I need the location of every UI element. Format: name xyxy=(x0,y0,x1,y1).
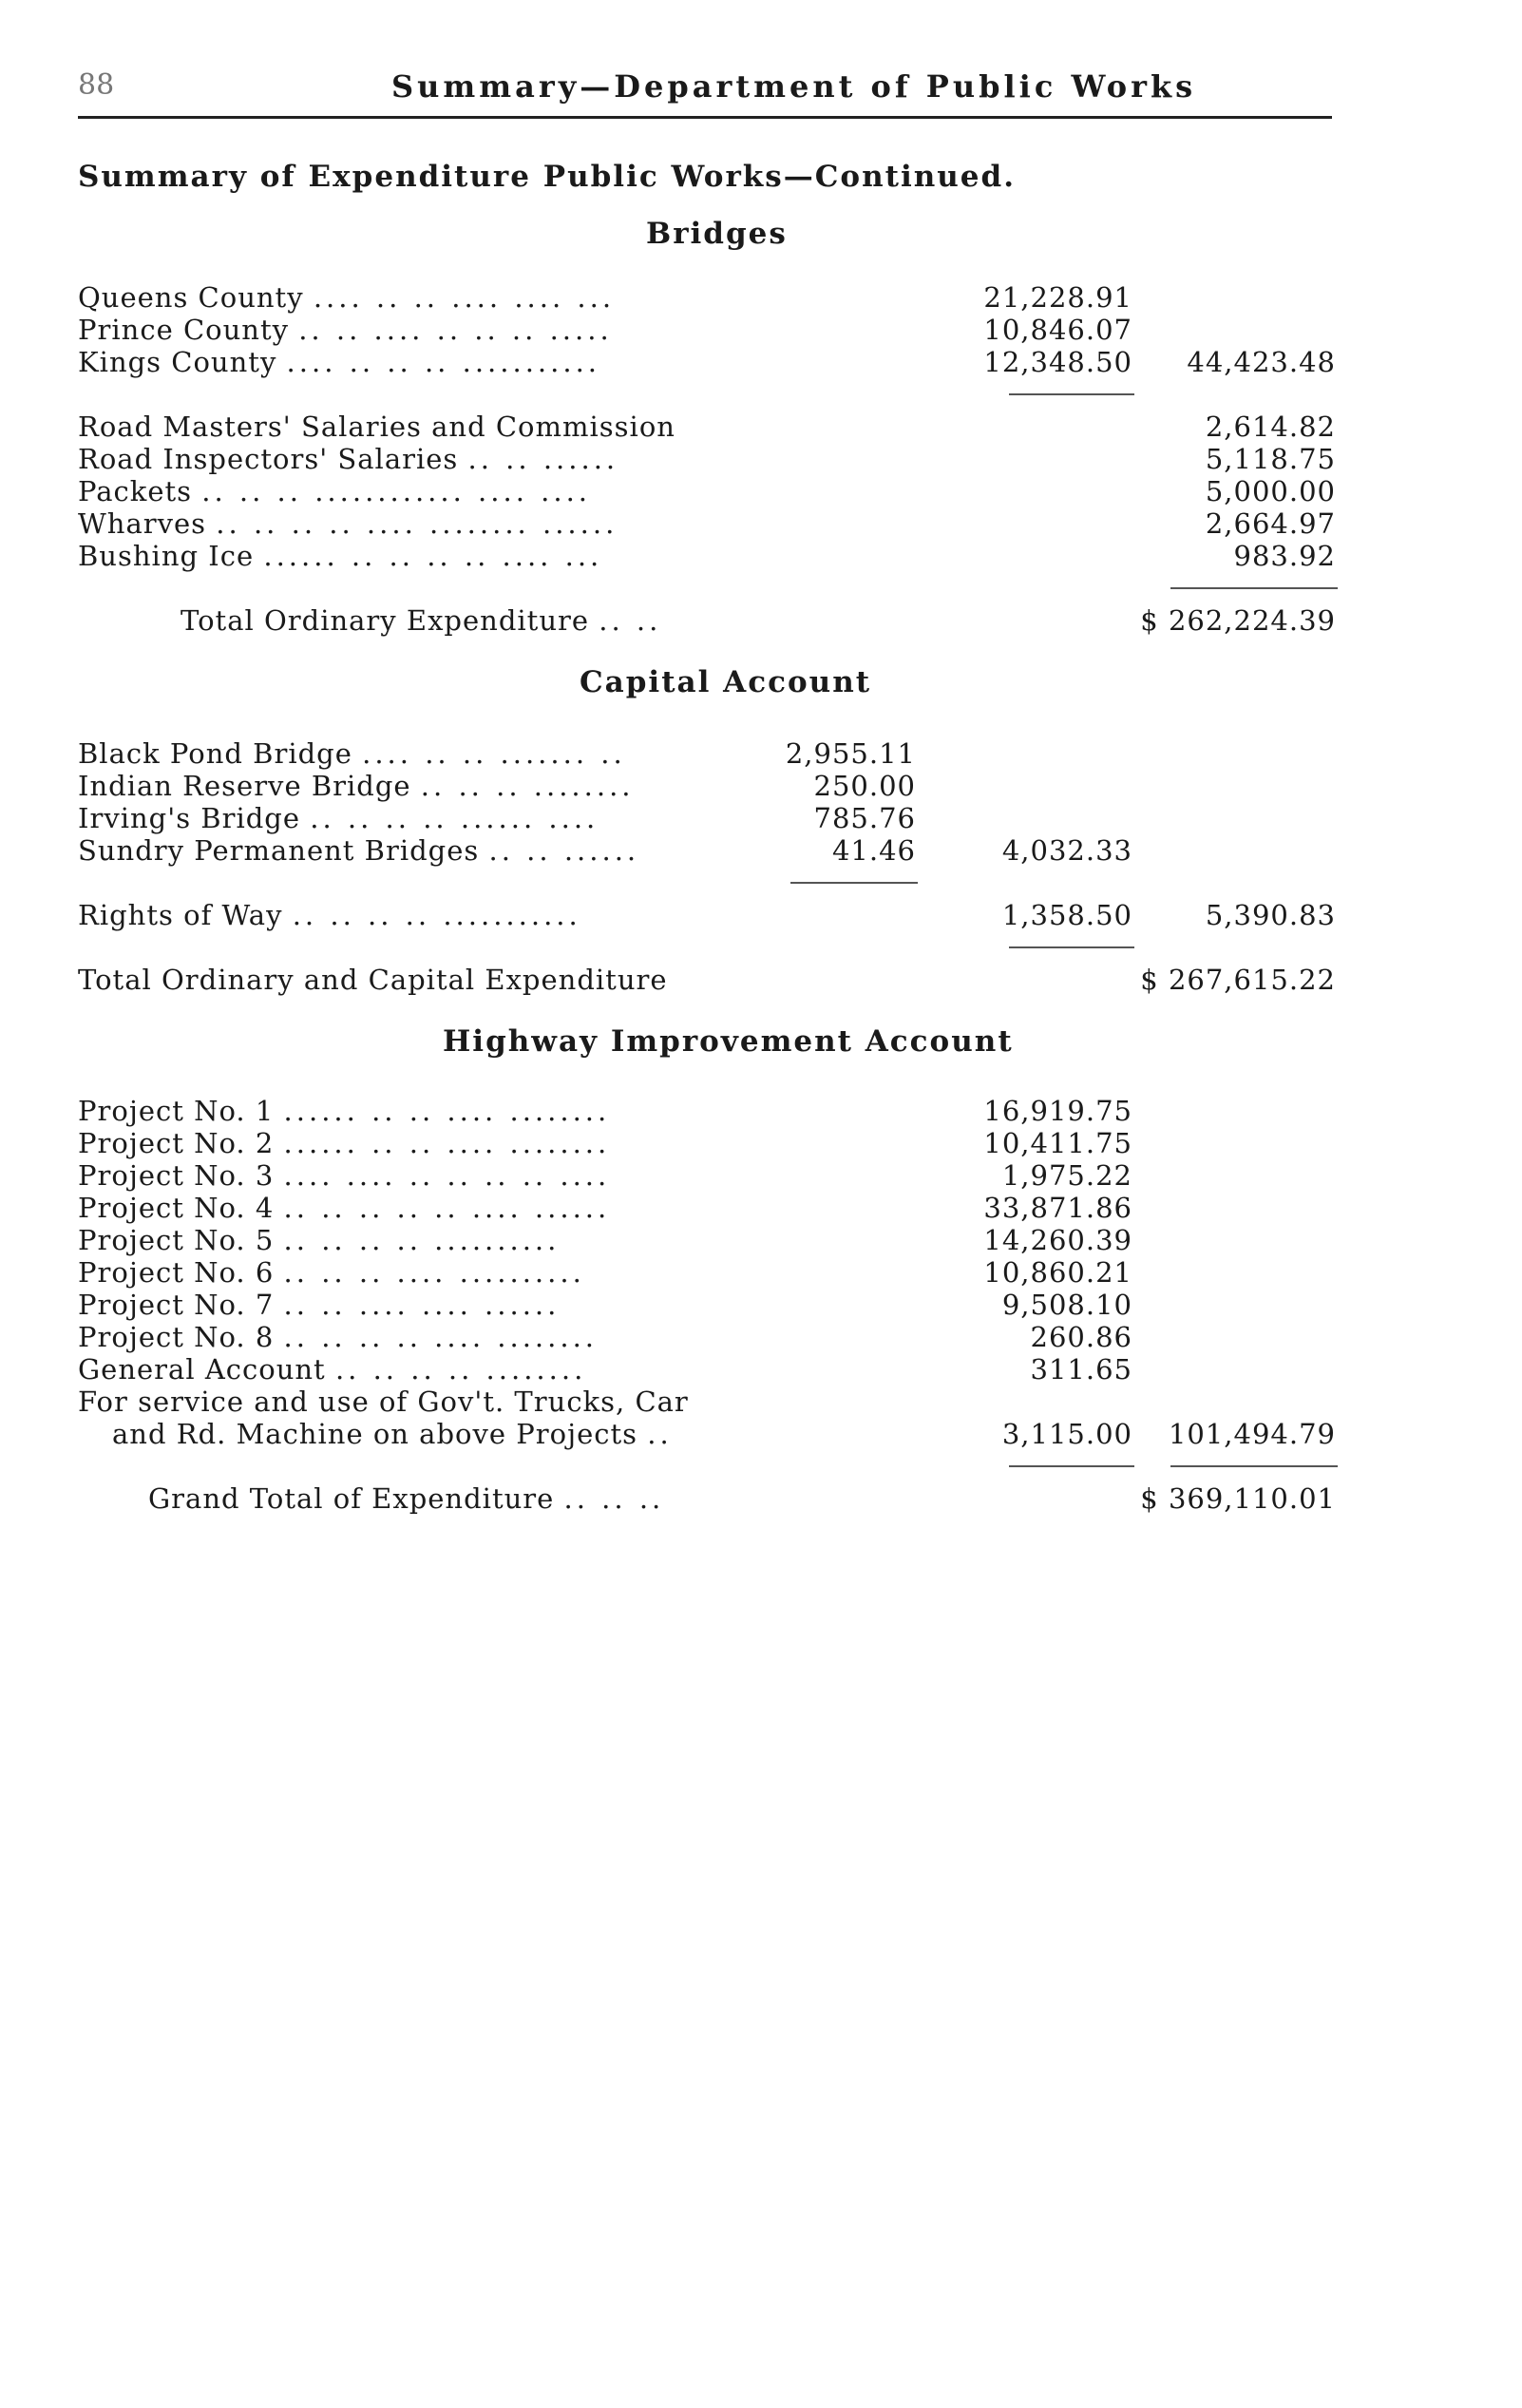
amount-subtotal: 311.65 xyxy=(1030,1353,1132,1386)
row-label: Packets .. .. .. ............ .... .... xyxy=(78,475,592,507)
amount-subtotal: 1,358.50 xyxy=(1001,899,1132,931)
amount-total: 5,390.83 xyxy=(1205,899,1336,931)
amount-subtotal: 14,260.39 xyxy=(983,1224,1132,1256)
row-label: Project No. 5 .. .. .. .. .......... xyxy=(78,1224,561,1256)
table-row xyxy=(0,1095,1522,1127)
amount-detail: 250.00 xyxy=(813,770,916,802)
rule-line xyxy=(1170,1465,1338,1467)
amount-subtotal: 33,871.86 xyxy=(983,1192,1132,1224)
row-label: Rights of Way .. .. .. .. ........... xyxy=(78,899,581,931)
amount-subtotal: 9,508.10 xyxy=(1001,1289,1132,1321)
amount-subtotal: 4,032.33 xyxy=(1001,834,1132,867)
section-title-capital: Capital Account xyxy=(580,665,872,699)
row-label: Irving's Bridge .. .. .. .. ...... .... xyxy=(78,802,599,834)
amount-detail: 2,955.11 xyxy=(785,737,916,770)
total-row xyxy=(0,1482,1522,1515)
amount-subtotal: 260.86 xyxy=(1030,1321,1132,1353)
amount-subtotal: 10,411.75 xyxy=(983,1127,1132,1159)
row-label: and Rd. Machine on above Projects .. xyxy=(112,1418,673,1450)
total-row xyxy=(0,604,1522,637)
table-row xyxy=(0,1192,1522,1224)
amount-total: 5,118.75 xyxy=(1205,443,1336,475)
amount-total: 44,423.48 xyxy=(1187,346,1336,378)
table-row xyxy=(0,1353,1522,1386)
rule-line xyxy=(1009,393,1134,395)
table-row xyxy=(0,899,1522,931)
row-label: Project No. 3 .... .... .. .. .. .. .... xyxy=(78,1159,611,1192)
grand-total-label: Grand Total of Expenditure .. .. .. xyxy=(148,1482,665,1515)
running-title: Summary—Department of Public Works xyxy=(391,68,1197,105)
row-label: Black Pond Bridge .... .. .. ....... .. xyxy=(78,737,626,770)
amount-total: 2,614.82 xyxy=(1205,411,1336,443)
row-label: Queens County .... .. .. .... .... ... xyxy=(78,281,616,314)
table-row xyxy=(0,1224,1522,1256)
table-row xyxy=(0,1386,1522,1418)
total-label: Total Ordinary Expenditure .. .. xyxy=(181,604,662,637)
row-label: Project No. 4 .. .. .. .. .. .... ...... xyxy=(78,1192,611,1224)
amount-total: 983.92 xyxy=(1233,540,1336,572)
running-header xyxy=(78,67,1332,119)
row-label: Prince County .. .. .... .. .. .. ..... xyxy=(78,314,613,346)
table-row xyxy=(0,802,1522,834)
page-heading: Summary of Expenditure Public Works—Continued. xyxy=(78,160,1016,194)
table-row xyxy=(0,834,1522,867)
table-row xyxy=(0,737,1522,770)
table-row xyxy=(0,475,1522,507)
section-title-bridges: Bridges xyxy=(646,217,788,251)
section-title-highway: Highway Improvement Account xyxy=(443,1024,1014,1059)
table-row xyxy=(0,281,1522,314)
rule-line xyxy=(1009,946,1134,948)
amount-total: 5,000.00 xyxy=(1205,475,1336,507)
table-row xyxy=(0,1289,1522,1321)
amount-total: 2,664.97 xyxy=(1205,507,1336,540)
row-label: Bushing Ice ...... .. .. .. .. .... ... xyxy=(78,540,603,572)
row-label: For service and use of Gov't. Trucks, Car xyxy=(78,1386,689,1418)
total-row xyxy=(0,964,1522,996)
table-row xyxy=(0,1418,1522,1450)
total-value: $ 267,615.22 xyxy=(1140,964,1336,996)
table-row xyxy=(0,314,1522,346)
amount-subtotal: 12,348.50 xyxy=(983,346,1132,378)
amount-subtotal: 10,860.21 xyxy=(983,1256,1132,1289)
row-label: Project No. 7 .. .. .... .... ...... xyxy=(78,1289,561,1321)
amount-detail: 41.46 xyxy=(831,834,916,867)
table-row xyxy=(0,1256,1522,1289)
row-label: Project No. 8 .. .. .. .. .... ........ xyxy=(78,1321,599,1353)
table-row xyxy=(0,411,1522,443)
page-number: 88 xyxy=(78,68,115,102)
table-row xyxy=(0,1127,1522,1159)
amount-subtotal: 1,975.22 xyxy=(1001,1159,1132,1192)
amount-subtotal: 21,228.91 xyxy=(983,281,1132,314)
table-row xyxy=(0,540,1522,572)
rule-line xyxy=(1170,587,1338,589)
row-label: Sundry Permanent Bridges .. .. ...... xyxy=(78,834,640,867)
row-label: Wharves .. .. .. .. .... ........ ...... xyxy=(78,507,618,540)
amount-subtotal: 16,919.75 xyxy=(983,1095,1132,1127)
table-row xyxy=(0,346,1522,378)
total-value: $ 262,224.39 xyxy=(1140,604,1336,637)
grand-total-value: $ 369,110.01 xyxy=(1140,1482,1336,1515)
row-label: Project No. 6 .. .. .. .... .......... xyxy=(78,1256,585,1289)
row-label: Road Inspectors' Salaries .. .. ...... xyxy=(78,443,619,475)
amount-subtotal: 3,115.00 xyxy=(1001,1418,1132,1450)
row-label: Road Masters' Salaries and Commission xyxy=(78,411,675,443)
table-row xyxy=(0,507,1522,540)
row-label: General Account .. .. .. .. ........ xyxy=(78,1353,587,1386)
amount-detail: 785.76 xyxy=(813,802,916,834)
row-label: Kings County .... .. .. .. ........... xyxy=(78,346,601,378)
table-row xyxy=(0,1159,1522,1192)
amount-subtotal: 10,846.07 xyxy=(983,314,1132,346)
row-label: Project No. 1 ...... .. .. .... ........ xyxy=(78,1095,611,1127)
table-row xyxy=(0,770,1522,802)
rule-line xyxy=(790,882,918,884)
amount-total: 101,494.79 xyxy=(1168,1418,1336,1450)
row-label: Project No. 2 ...... .. .. .... ........ xyxy=(78,1127,611,1159)
total-label: Total Ordinary and Capital Expenditure xyxy=(78,964,668,996)
table-row xyxy=(0,1321,1522,1353)
rule-line xyxy=(1009,1465,1134,1467)
table-row xyxy=(0,443,1522,475)
row-label: Indian Reserve Bridge .. .. .. ........ xyxy=(78,770,635,802)
